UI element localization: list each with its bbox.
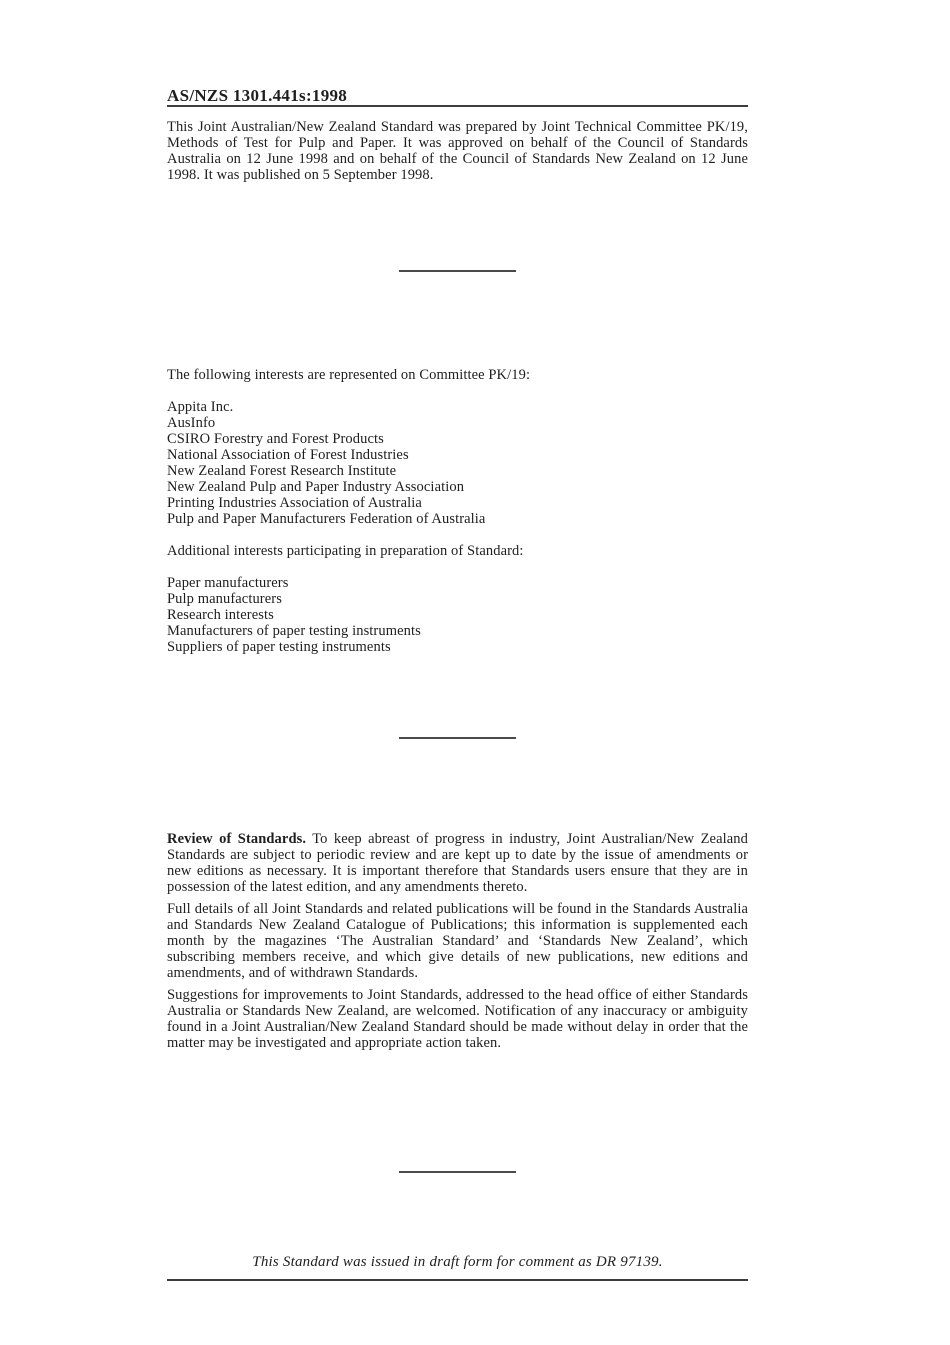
standard-number: AS/NZS 1301.441s:1998 xyxy=(167,86,348,105)
review-body: To keep abreast of progress in industry, Joint Australian/New Zealand Standards are subject to periodic review and are kept up to date by the issue of amendments or new editions as necessary. It is important therefore that Standards users ensure that they are in possession of the latest edition, and any amendments thereto. xyxy=(167,831,748,895)
committee-member-list xyxy=(167,399,748,527)
list-item: Pulp and Paper Manufacturers Federation of Australia xyxy=(167,511,486,527)
review-lead: Review of Standards. xyxy=(167,831,307,847)
draft-note: This Standard was issued in draft form for comment as DR 97139. xyxy=(252,1254,663,1270)
footer-rule xyxy=(167,1279,748,1281)
committee-intro: The following interests are represented on Committee PK/19: xyxy=(167,367,531,383)
list-item: New Zealand Forest Research Institute xyxy=(167,463,397,479)
list-item: AusInfo xyxy=(167,415,216,431)
list-item: Paper manufacturers xyxy=(167,575,289,591)
list-item: Suppliers of paper testing instruments xyxy=(167,639,391,655)
list-item: Research interests xyxy=(167,607,274,623)
additional-interests-list xyxy=(167,575,748,655)
review-section xyxy=(167,831,748,1051)
list-item: Printing Industries Association of Australia xyxy=(167,495,422,511)
list-item: National Association of Forest Industries xyxy=(167,447,409,463)
full-details-paragraph: Full details of all Joint Standards and related publications will be found in the Standards Australia and Standards New Zealand Catalogue of Publications; this information is supplemented each month by the magazines ‘The Australian Standard’ and ‘Standards New Zealand’, which subscribing members receive, and which give details of new publications, new editions and amendments, and of withdrawn Standards. xyxy=(167,901,748,981)
list-item: CSIRO Forestry and Forest Products xyxy=(167,431,384,447)
header-rule xyxy=(167,105,748,107)
list-item: Appita Inc. xyxy=(167,399,234,415)
suggestions-paragraph: Suggestions for improvements to Joint Standards, addressed to the head office of either Standards Australia or Standards New Zealand, are welcomed. Notification of any inaccuracy or ambiguity found in a Joint Australian/New Zealand Standard should be made without delay in order that the matter may be investigated and appropriate action taken. xyxy=(167,987,748,1051)
section-separator xyxy=(399,270,516,272)
list-item: Manufacturers of paper testing instruments xyxy=(167,623,421,639)
section-separator xyxy=(399,1171,516,1173)
section-separator xyxy=(399,737,516,739)
list-item: Pulp manufacturers xyxy=(167,591,282,607)
review-paragraph xyxy=(167,831,748,895)
intro-paragraph: This Joint Australian/New Zealand Standard was prepared by Joint Technical Committee PK/19, Methods of Test for Pulp and Paper. It was approved on behalf of the Council of Standards Australia on 12 June 1998 and on behalf of the Council of Standards New Zealand on 12 June 1998. It was published on 5 September 1998. xyxy=(167,119,748,183)
additional-interests-intro: Additional interests participating in preparation of Standard: xyxy=(167,543,524,559)
list-item: New Zealand Pulp and Paper Industry Association xyxy=(167,479,465,495)
